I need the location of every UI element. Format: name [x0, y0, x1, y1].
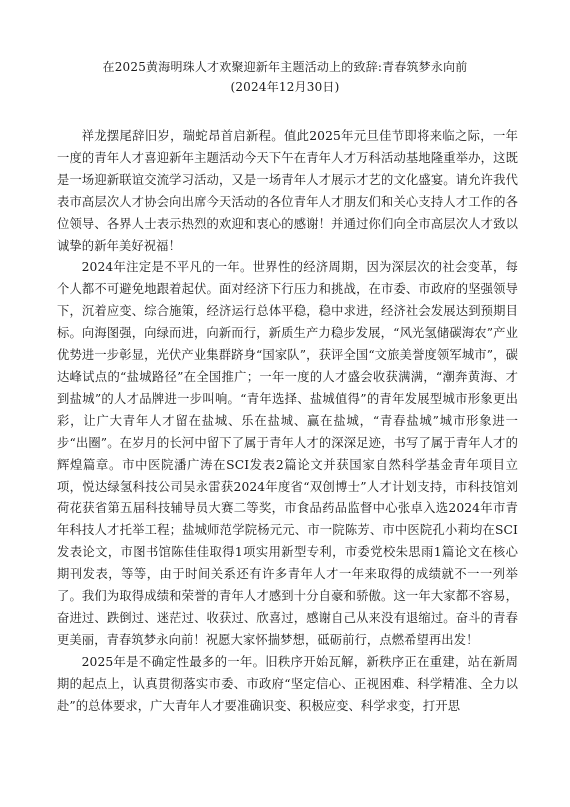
- document-title: 在2025黄海明珠人才欢聚迎新年主题活动上的致辞:青春筑梦永向前: [102, 60, 468, 74]
- paragraph-2024-review: 2024年注定是不平凡的一年。世界性的经济周期，因为深层次的社会变革，每个人都不可避免地跟着起伏。面对经济下行压力和挑战，在市委、市政府的坚强领导下，沉着应变、综合施策，经济运行总体平稳，稳中求进，经济社会发展达到预期目标。向海图强，向绿而进，向新而行，新质生产力稳步发展，“风光氢储碳海农”产业优势进一步彰显，光伏产业集群跻身“国家队”，获评全国“文旅美誉度领军城市”，碳达峰试点的“盐城路径”在全国推广；一年一度的人才盛会收获满满，“潮奔黄海、才到盐城”的人才品牌进一步叫响。“青年选择、盐城值得”的青年发展型城市形象更出彩，让广大青年人才留在盐城、乐在盐城、赢在盐城，“青春盐城”城市形象进一步“出圈”。在岁月的长河中留下了属于青年人才的深深足迹，书写了属于青年人才的辉煌篇章。市中医院潘广涛在SCI发表2篇论文并获国家自然科学基金青年项目立项，悦达绿氢科技公司吴永雷获2024年度省“双创博士”人才计划支持，市科技馆刘荷花获省第五届科技辅导员大赛二等奖，市食品药品监督中心张卓入选2024年市青年科技人才托举工程；盐城师范学院杨元元、市一院陈芳、市中医院孔小莉均在SCI发表论文，市图书馆陈佳佳取得1项实用新型专利，市委党校朱思雨1篇论文在核心期刊发表，等等，由于时间关系还有许多青年人才一年来取得的成绩就不一一列举了。我们为取得成绩和荣誉的青年人才感到十分自豪和骄傲。这一年大家都不容易，奋进过、跌倒过、迷茫过、收获过、欣喜过，感谢自己从来没有退缩过。奋斗的青春更美丽，青春筑梦永向前！祝愿大家怀揣梦想，砥砺前行，点燃希望再出发！: [57, 260, 518, 647]
- document-body: [57, 126, 518, 717]
- document-title-block: [40, 58, 530, 96]
- paragraph-opening: 祥龙摆尾辞旧岁，瑞蛇昂首启新程。值此2025年元旦佳节即将来临之际，一年一度的青年人才喜迎新年主题活动今天下午在青年人才万科活动基地隆重举办，这既是一场迎新联谊交流学习活动，又是一场青年人才展示才艺的文化盛宴。请允许我代表市高层次人才协会向出席今天活动的各位青年人才朋友们和关心支持人才工作的各位领导、各界人士表示热烈的欢迎和衷心的感谢！并通过你们向全市高层次人才致以诚挚的新年美好祝福！: [57, 129, 518, 253]
- paragraph-2025-outlook: 2025年是不确定性最多的一年。旧秩序开始瓦解，新秩序正在重建，站在新周期的起点上，认真贯彻落实市委、市政府“坚定信心、正视困难、科学精准、全力以赴”的总体要求，广大青年人才要准确识变、积极应变、科学求变，打开思: [57, 654, 518, 713]
- document-date: (2024年12月30日): [230, 80, 340, 94]
